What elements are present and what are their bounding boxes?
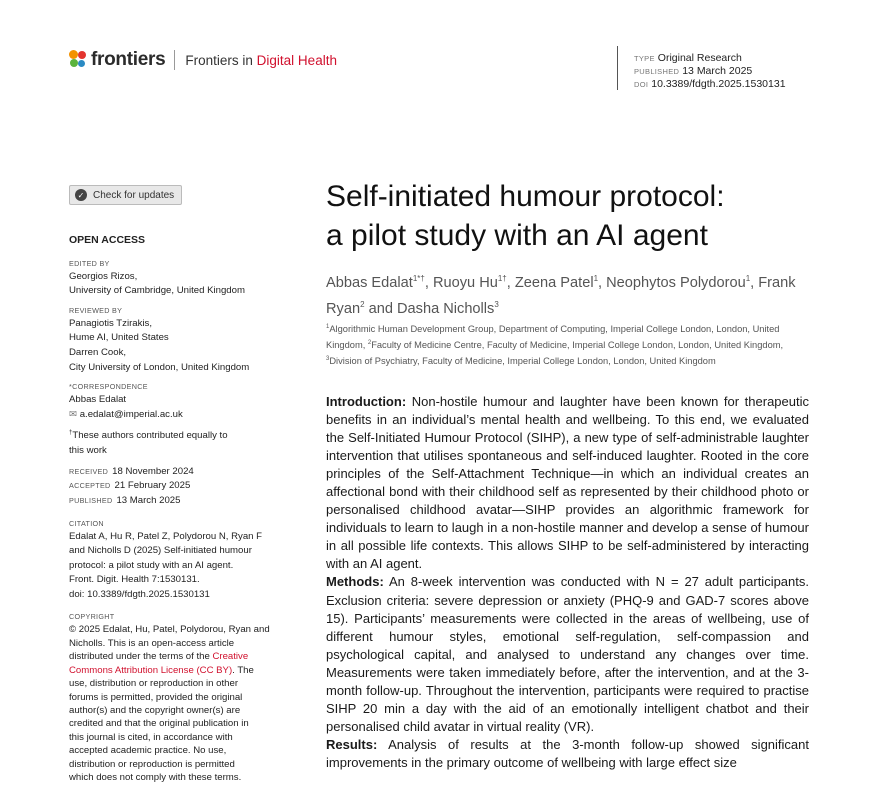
abstract (326, 393, 809, 772)
editor-affiliation: University of Cambridge, United Kingdom (69, 285, 245, 297)
accepted-date: 21 February 2025 (114, 480, 191, 492)
license-link[interactable]: Creative (212, 651, 249, 663)
citation-label: CITATION (69, 518, 104, 528)
affiliation-mark: 2 (367, 339, 372, 346)
abstract-methods: Methods: An 8-week intervention was conducted with N = 27 adult participants. Exclusion criteria: severe depression or anxiety (PHQ-9 and GAD-7 scores above 15). Participants’ measurements were collected in the areas of wellbeing, use of different humour styles, emotional self-regulation, self-compassion and psychological capital, and analysed to understand any changes over time. Measurements were taken immediately before, after the intervention, and at the 3-month follow-up. Throughout the intervention, participants were required to practise SIHP 20 min a day with the aid of an emotionally intelligent chatbot and their personalised child avatar in virtual reality (VR). (326, 574, 809, 734)
email-link[interactable]: a.edalat@imperial.ac.uk (79, 408, 183, 420)
author-name[interactable]: Neophytos Polydorou (606, 274, 746, 291)
author-name[interactable]: Ruoyu Hu (432, 274, 498, 291)
brand-name: frontiers (91, 49, 166, 70)
correspondence-label: *CORRESPONDENCE (69, 382, 148, 392)
author-affiliation-mark: 1† (497, 274, 507, 283)
frontiers-logo[interactable] (69, 48, 337, 72)
article-title: Self-initiated humour protocol: a pilot study with an AI agent (326, 180, 725, 252)
logo-divider (174, 50, 175, 70)
edited-by-label: EDITED BY (69, 258, 110, 268)
reviewer-line: City University of London, United Kingdom (69, 361, 250, 373)
affiliation-text: Algorithmic Human Development Group, Department of Computing, Imperial College London, London, United Kingdom, (326, 324, 780, 350)
affiliation-mark: 3 (326, 355, 330, 362)
affiliation-text: Division of Psychiatry, Faculty of Medicine, Imperial College London, London, United Kingdom (329, 355, 716, 366)
copyright-text: © 2025 Edalat, Hu, Patel, Polydorou, Ryan and Nicholls. This is an open-access article distributed under the terms of the Creative Commons Attribution License (CC BY). The use, distribution or reproduction in other forums is permitted, provided the original author(s) and the copyright owner(s) are credited and that the original publication in this journal is cited, in accordance with accepted academic practice. No use, distribution or reproduction is permitted which does not comply with these terms. (69, 624, 270, 783)
reviewer-line: Hume AI, United States (69, 332, 169, 344)
meta-divider (617, 46, 618, 90)
abstract-introduction: Introduction: Non-hostile humour and laughter have been known for therapeutic benefits in an individual’s mental health and wellbeing. To this end, we evaluated the Self-Initiated Humour Protocol (SIHP), a new type of self-administrable laughter intervention that utilises spontaneous and self-induced laughter. Rooted in the core principles of the Self-Attachment Technique—in which an individual creates an affectional bond with their childhood self as represented by their childhood photo or personalised childhood avatar—SIHP provides an algorithmic framework for individuals to learn to laugh in a non-hostile manner and develop a sense of humour in all possible life contexts. This allows SIHP to be self-administered by interacting with an AI agent. (326, 394, 809, 572)
published-date: 13 March 2025 (682, 65, 753, 77)
author-affiliation-mark: 1 (593, 274, 599, 283)
received-date: 18 November 2024 (112, 465, 194, 477)
author-name[interactable]: Dasha Nicholls (397, 300, 495, 317)
abstract-results: Results: Analysis of results at the 3-month follow-up showed significant improvements in the primary outcome of wellbeing with large effect size (326, 736, 809, 770)
citation-line: Front. Digit. Health 7:1530131. (69, 574, 200, 586)
equal-contribution-note: †These authors contributed equally to (69, 430, 228, 442)
doi-link[interactable]: 10.3389/fdgth.2025.1530131 (651, 78, 786, 90)
journal-name: Frontiers in Digital Health (185, 52, 337, 68)
author-affiliation-mark: 3 (494, 299, 499, 309)
sidebar: OPEN ACCESS EDITED BY Georgios Rizos, University of Cambridge, United Kingdom REVIEWED BY Panagiotis Tzirakis, Hume AI, United States Darren Cook, City University of London, United Kingdom *CORRESPONDENCE Abbas Edalat ✉ a.edalat@imperial.ac.uk †These authors contributed equally to this work RECEIVED 18 November 2024 ACCEPTED 21 February 2025 PUBLISHED 13 March 2025 CITATION Edalat A, Hu R, Patel Z, Polydorou N, Ryan F and Nicholls D (2025) Self-initiated humour protocol: a pilot study with an AI agent. Front. Digit. Health 7:1530131. doi: 10.3389/fdgth.2025.1530131 COPYRIGHT © 2025 Edalat, Hu, Patel, Polydorou, Ryan and Nicholls. This is an open-access article distributed under the terms of the Creative Commons Attribution License (CC BY). The use, distribution or reproduction in other forums is permitted, provided the original author(s) and the copyright owner(s) are credited and that the original publication in this journal is cited, in accordance with accepted academic practice. No use, distribution or reproduction is permitted which does not comply with these terms. (69, 233, 291, 784)
reviewed-by-label: REVIEWED BY (69, 305, 123, 315)
license-link-cont[interactable]: Commons Attribution License (CC BY) (69, 664, 233, 676)
frontiers-logo-icon (69, 50, 87, 70)
author-list: Abbas Edalat$^{1*\dagger}$, Ruoyu $Hu^{1\dagger}$, Zeena Patel$^1$, Neophytos Polydorou$^1$, Frank Ryan$^2$ and Dasha Nicholls$^3$ (326, 274, 796, 317)
check-updates-icon: ✓ (75, 189, 87, 201)
article-type: Original Research (657, 52, 742, 64)
open-access-label: OPEN ACCESS (69, 234, 146, 246)
affiliation-mark: 1 (326, 324, 330, 330)
author-name[interactable]: Frank Ryan (326, 274, 796, 317)
citation-line: Edalat A, Hu R, Patel Z, Polydorou N, Ryan F (69, 530, 263, 542)
author-affiliation-mark: 2 (360, 299, 365, 309)
affiliations (326, 321, 816, 369)
affiliation-text: Faculty of Medicine Centre, Faculty of Medicine, Imperial College London, London, United Kingdom, (371, 339, 784, 350)
author-name[interactable]: Abbas Edalat (326, 274, 413, 291)
corresponding-author: Abbas Edalat (69, 394, 127, 406)
citation-line: and Nicholls D (2025) Self-initiated humour (69, 545, 252, 557)
mail-icon: ✉ (69, 408, 78, 420)
article-meta: TYPE Original Research PUBLISHED 13 March 2025 DOI 10.3389/fdgth.2025.1530131 (634, 52, 786, 90)
check-for-updates-button[interactable]: ✓ Check for updates (69, 185, 182, 205)
citation-doi[interactable]: doi: 10.3389/fdgth.2025.1530131 (69, 588, 210, 600)
author-affiliation-mark: 1 (745, 274, 751, 283)
author-affiliation-mark: 1*† (412, 274, 425, 283)
reviewer-line: Panagiotis Tzirakis, (69, 317, 153, 329)
author-name[interactable]: Zeena Patel (514, 274, 594, 291)
editor-name: Georgios Rizos, (69, 270, 138, 282)
copyright-label: COPYRIGHT (69, 612, 115, 622)
citation-line: protocol: a pilot study with an AI agent. (69, 559, 234, 571)
reviewer-line: Darren Cook, (69, 346, 127, 358)
sidebar-published-date: 13 March 2025 (116, 494, 181, 506)
